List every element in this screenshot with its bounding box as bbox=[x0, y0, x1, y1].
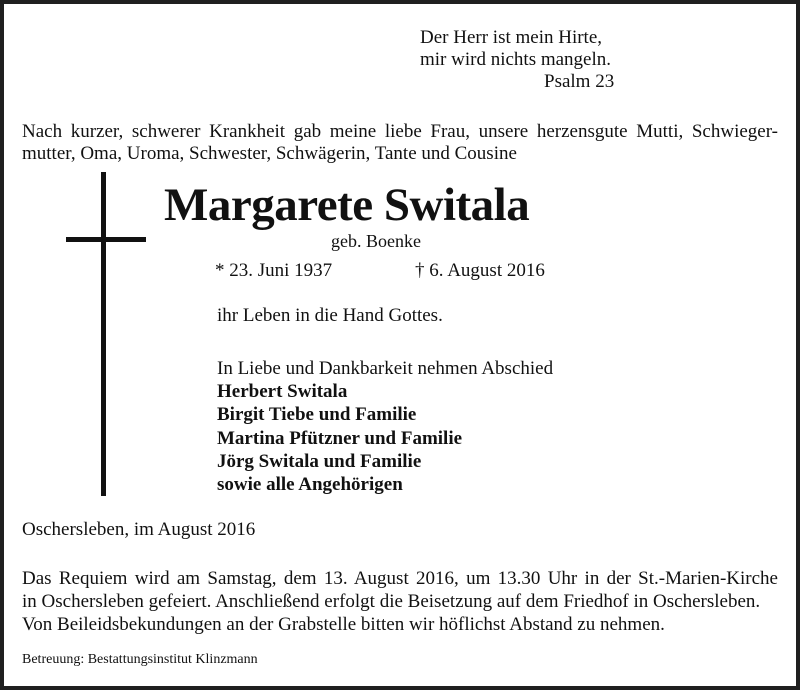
mourner-name: Birgit Tiebe und Familie bbox=[217, 404, 417, 425]
birth-date: * 23. Juni 1937 bbox=[215, 260, 333, 281]
cross-vertical-bar bbox=[101, 172, 106, 496]
intro-line-1: Nach kurzer, schwerer Krankheit gab meine liebe Frau, unsere herzensgute Mutti, Schwieger- bbox=[22, 121, 778, 142]
death-date: † 6. August 2016 bbox=[415, 260, 545, 281]
psalm-line-2: mir wird nichts mangeln. bbox=[420, 49, 612, 70]
cross-horizontal-bar bbox=[66, 237, 146, 242]
psalm-reference: Psalm 23 bbox=[544, 71, 615, 92]
place-date: Oschersleben, im August 2016 bbox=[22, 519, 256, 540]
service-line-1: Das Requiem wird am Samstag, dem 13. August 2016, um 13.30 Uhr in der St.-Marien-Kirche bbox=[22, 568, 778, 589]
psalm-line-1: Der Herr ist mein Hirte, bbox=[420, 27, 603, 48]
funeral-home-credit: Betreuung: Bestattungsinstitut Klinzmann bbox=[22, 652, 258, 667]
mourner-name: Martina Pfützner und Familie bbox=[217, 428, 463, 449]
intro-line-2: mutter, Oma, Uroma, Schwester, Schwägerin, Tante und Cousine bbox=[22, 143, 517, 164]
service-line-2: in Oschersleben gefeiert. Anschließend erfolgt die Beisetzung auf dem Friedhof in Oschersleben. bbox=[22, 591, 761, 612]
deceased-name: Margarete Switala bbox=[164, 179, 530, 231]
mourner-name: Jörg Switala und Familie bbox=[217, 451, 422, 472]
mourner-name: sowie alle Angehörigen bbox=[217, 474, 403, 495]
mourners-heading: In Liebe und Dankbarkeit nehmen Abschied bbox=[217, 358, 554, 379]
statement-text: ihr Leben in die Hand Gottes. bbox=[217, 305, 443, 326]
mourner-name: Herbert Switala bbox=[217, 381, 348, 402]
maiden-name: geb. Boenke bbox=[331, 231, 421, 251]
service-line-3: Von Beileidsbekundungen an der Grabstelle bitten wir höflichst Abstand zu nehmen. bbox=[22, 614, 665, 635]
